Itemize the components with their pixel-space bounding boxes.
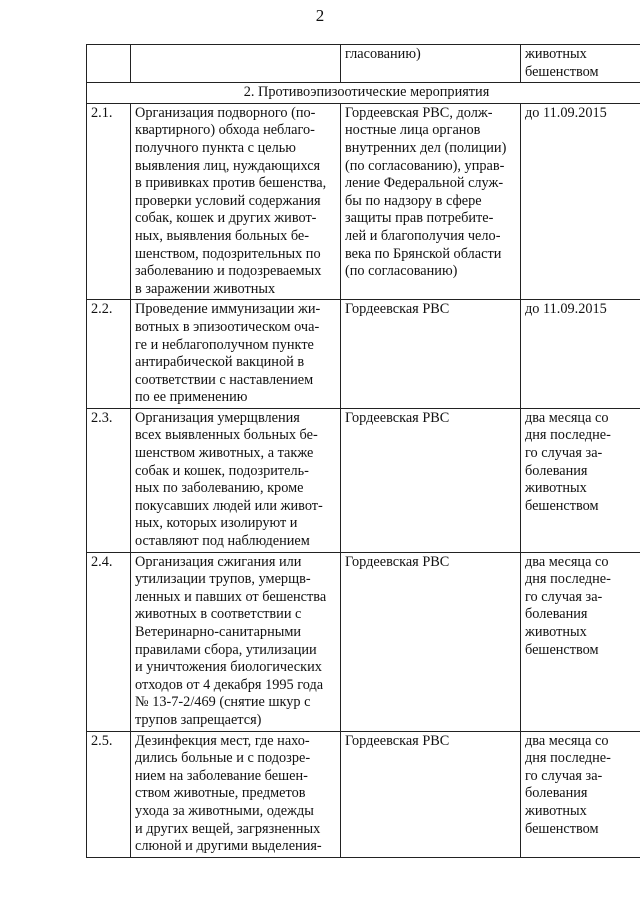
action-line: и других вещей, загрязненных [135, 820, 321, 837]
action-line: № 13-7-2/469 (снятие шкур с [135, 694, 311, 711]
action-line: ных, выявления больных бе- [135, 227, 310, 244]
responsible-cell [341, 300, 521, 409]
action-line: правилами сбора, утилизации [135, 641, 317, 658]
action-line: Организация подворного (по- [135, 104, 316, 121]
responsible-line: (по согласованию), управ- [345, 157, 505, 174]
action-line: шенством, подозрительных по [135, 245, 321, 262]
table-row [87, 731, 640, 857]
responsible-line: гласованию) [345, 46, 421, 62]
responsible-cell [341, 45, 521, 83]
action-line: Организация умерщвления [135, 409, 300, 426]
responsible-line: Гордеевская РВС [345, 553, 450, 570]
action-line: антирабической вакциной в [135, 354, 305, 371]
measures-table [86, 44, 640, 858]
responsible-line: ление Федеральной служ- [345, 175, 504, 192]
action-line: Проведение иммунизации жи- [135, 301, 321, 318]
table-row [87, 408, 640, 552]
action-line: трупов запрещается) [135, 711, 262, 728]
table-row [87, 103, 640, 300]
responsible-cell [341, 103, 521, 300]
row-number-cell [87, 45, 131, 83]
term-line: дня последне- [525, 750, 611, 767]
action-line: собак и кошек, подозритель- [135, 462, 309, 479]
row-number-cell: 2.2. [87, 300, 131, 409]
term-cell [521, 552, 640, 731]
action-cell [131, 300, 341, 409]
action-cell [131, 103, 341, 300]
term-line: дня последне- [525, 427, 611, 444]
action-line: слюной и другими выделения- [135, 838, 322, 855]
responsible-cell [341, 552, 521, 731]
action-line: Дезинфекция мест, где нахо- [135, 732, 310, 749]
term-cell [521, 103, 640, 300]
responsible-line: лей и благополучия чело- [345, 227, 501, 244]
action-line: отходов от 4 декабря 1995 года [135, 676, 324, 693]
term-line: дня последне- [525, 571, 611, 588]
term-cell [521, 731, 640, 857]
action-line: в прививках против бешенства, [135, 175, 327, 192]
action-line: квартирного) обхода неблаго- [135, 122, 315, 139]
action-line: покусавших людей или живот- [135, 497, 323, 514]
action-cell [131, 731, 341, 857]
table-row [87, 552, 640, 731]
responsible-line: Гордеевская РВС [345, 732, 450, 749]
term-line: два месяца со [525, 409, 609, 426]
responsible-line: Гордеевская РВС [345, 409, 450, 426]
table-row [87, 300, 640, 409]
term-line: болевания [525, 462, 588, 479]
term-cell [521, 45, 640, 83]
action-line: вотных в эпизоотическом оча- [135, 318, 320, 335]
term-line: бешенством [525, 641, 599, 658]
term-line: два месяца со [525, 553, 609, 570]
term-line: го случая за- [525, 767, 603, 784]
section-title: 2. Противоэпизоотические мероприятия [87, 83, 640, 104]
action-line: шенством животных, а также [135, 445, 314, 462]
term-line: до 11.09.2015 [525, 104, 607, 121]
action-line: собак, кошек и других живот- [135, 210, 317, 227]
responsible-cell [341, 731, 521, 857]
action-line: заболеванию и подозреваемых [135, 263, 322, 280]
term-line: животных [525, 46, 587, 62]
action-line: животных в соответствии с [135, 606, 302, 623]
term-line: два месяца со [525, 732, 609, 749]
term-cell [521, 408, 640, 552]
row-number-cell: 2.5. [87, 731, 131, 857]
responsible-line: (по согласованию) [345, 263, 458, 280]
term-line: до 11.09.2015 [525, 301, 607, 318]
action-line: ством животные, предметов [135, 785, 306, 802]
action-line: Ветеринарно-санитарными [135, 624, 302, 640]
action-line: в заражении животных [135, 280, 276, 297]
term-line: болевания [525, 785, 588, 802]
continuation-row [87, 45, 640, 83]
responsible-line: внутренних дел (полиции) [345, 139, 507, 156]
action-line: ухода за животными, одежды [135, 802, 314, 819]
responsible-cell [341, 408, 521, 552]
action-line: оставляют под наблюдением [135, 533, 310, 550]
responsible-line: бы по надзору в сфере [345, 192, 482, 209]
term-line: животных [525, 802, 587, 819]
action-line: по ее применению [135, 389, 248, 406]
term-line: бешенством [525, 497, 599, 514]
responsible-line: Гордеевская РВС, долж- [345, 104, 493, 121]
responsible-line: века по Брянской области [345, 245, 502, 262]
term-line: болевания [525, 606, 588, 623]
row-number-cell: 2.4. [87, 552, 131, 731]
section-header-row [87, 83, 640, 104]
action-line: утилизации трупов, умерщв- [135, 571, 311, 588]
row-number-cell: 2.1. [87, 103, 131, 300]
page-number: 2 [315, 6, 325, 25]
action-line: ленных и павших от бешенства [135, 588, 327, 605]
action-line: Организация сжигания или [135, 553, 302, 570]
action-cell [131, 45, 341, 83]
term-line: бешенством [525, 63, 599, 80]
responsible-line: ностные лица органов [345, 122, 481, 139]
action-line: проверки условий содержания [135, 192, 321, 209]
action-line: выявления лиц, нуждающихся [135, 157, 321, 174]
action-line: соответствии с наставлением [135, 371, 314, 388]
row-number-cell: 2.3. [87, 408, 131, 552]
action-line: ных, которых изолируют и [135, 515, 298, 532]
term-cell [521, 300, 640, 409]
responsible-line: защиты прав потребите- [345, 210, 494, 227]
action-line: и уничтожения биологических [135, 659, 322, 676]
action-cell [131, 552, 341, 731]
term-line: животных [525, 480, 587, 497]
action-line: получного пункта с целью [135, 139, 296, 156]
action-line: нием на заболевание бешен- [135, 767, 308, 784]
term-line: го случая за- [525, 445, 603, 462]
term-line: го случая за- [525, 588, 603, 605]
action-line: всех выявленных больных бе- [135, 427, 318, 444]
term-line: бешенством [525, 820, 599, 837]
action-line: дились больные и с подозре- [135, 750, 311, 767]
action-line: ных по заболеванию, кроме [135, 480, 304, 497]
term-line: животных [525, 624, 587, 640]
responsible-line: Гордеевская РВС [345, 301, 450, 318]
action-line: ге и неблагополучном пункте [135, 336, 314, 353]
action-cell [131, 408, 341, 552]
